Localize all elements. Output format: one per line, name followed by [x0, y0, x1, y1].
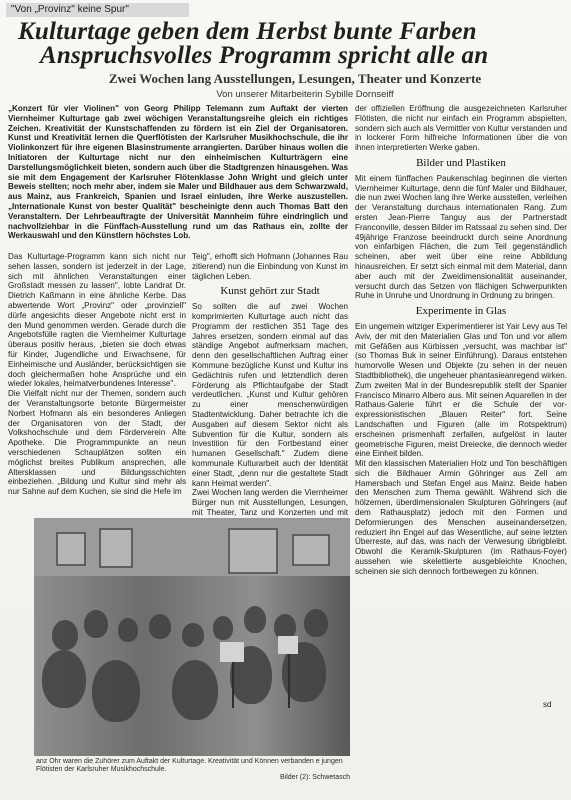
audience-member [149, 614, 171, 639]
musician [304, 609, 328, 637]
audience-member [172, 660, 218, 720]
section-heading-kunst-gehoert-zur-stadt: Kunst gehört zur Stadt [220, 285, 320, 298]
concert-photo [34, 518, 350, 756]
column-middle-paragraph-3: Zwei Wochen lang werden die Viernheimer Bürger nun mit Ausstellungen, Lesungen, mit Theater, Tanz und Konzerten und mit [192, 488, 348, 517]
photo-credit: Bilder (2): Schwetasch [279, 774, 350, 781]
section-heading-experimente-in-glas: Experimente in Glas [415, 305, 507, 318]
wall-painting [56, 532, 86, 566]
column-middle-paragraph-2: So sollten die auf zwei Wochen komprimierten Kulturtage auch nicht das Programm der restlichen 351 Tage des Jahres ersetzen, sondern einmal auf das ständige Angebot aufmerksam machen, denn den gesellschaftlichen Auftrag einer Kommune bezügliche Kunst und Kultur ins Gedächtnis rufen und letztendlich deren Förderung als Pflichtaufgabe der Stadt verdeutlichen. „Kunst und Kultur gehören zu einer menschenwürdigen Stadtentwicklung. Daher betrachte ich die Ausgaben auf diesem Sektor nicht als Subvention für die Kultur, sondern als Investition für den Fortbestand einer humanen Gesellschaft." Zudem diene kommunale Kulturarbeit auch der Identität einer Stadt, „denn nur die gestaltete Stadt kann Heimat werden". [192, 302, 348, 488]
column-right-paragraph-2: Mit einem fünffachen Paukenschlag beginnen die vierten Viernheimer Kulturtage, denn die fünf Maler und Bildhauer, die nun zwei Wochen lang ihre Werke ausstellen, verleihen der Veranstaltung durchaus internationalen Rang. Zum ersten Jean-Pierre Tanguy aus der Partnerstadt Franconville, dessen Bilder im Ratssaal zu sehen sind. Der 49jährige Franzose beeindruckt durch seine Anordnung von einfarbigen Flächen, die zum Teil gegenständlich scheinen, aber weit über eine reine Abbildung hinausreichen. Er setzt sich einmal mit dem Material, dann aber auch mit der Zweidimensionalität auseinander, versucht durch das Setzen von flächigen Schwerpunkten Ruhe in Unruhe und Unordnung in Ordnung zu bringen. [355, 173, 567, 301]
wall-painting [99, 528, 133, 568]
photo-caption: anz Ohr waren die Zuhörer zum Auftakt der Kulturtage. Kreativität und Können verbanden e jungen Flötisten der Karlsruher Musikhochschule. [36, 758, 343, 773]
audience-member [84, 610, 108, 638]
audience-member [118, 618, 138, 642]
headline-line-1: Kulturtage geben dem Herbst bunte Farben [18, 18, 477, 45]
column-left-paragraph-1: Das Kulturtage-Programm kann sich nicht nur sehen lassen, sondern ist jederzeit in der Lage, sich mit ähnlichen Veranstaltungen einer Großstadt messen zu lassen", lobte Landrat Dr. Dietrich Kaßmann in eine ähnliche Kerbe. Das abwertende Wort „Provinz" oder „provinziell" dürfe angesichts dieser Angebote nicht erst in den Mund genommen werden. Gerade durch die Angebotsfülle ragten die Viernheimer Kulturtage überaus positiv heraus, „bieten sie doch etwas für Kinder, Jugendliche und Erwachsene, für Einheimische und Ausländer, berücksichtigen sie doch gleichermaßen hohe Ansprüche und ein wieder lokales, heimatverbundenes Interesse". [8, 252, 186, 389]
audience-member [182, 623, 204, 647]
body-column-middle [192, 252, 348, 517]
lead-paragraph [8, 104, 348, 252]
column-left-paragraph-2: Die Vielfalt nicht nur der Themen, sondern auch der Veranstaltungsorte betonte Bürgermeister Norbert Hofmann als ein besonderes Anliegen der Organisatoren von der Stadt, der Volkshochschule und dem Förderverein Alte Apotheke. Die Programmpunkte an neun verschiedenen Schauplätzen sollten ein möglichst breites Publikum ansprechen, alle Altersklassen und Bildungsschichten einbeziehen. „Bildung und Kultur sind mehr als nur Sahne auf dem Kuchen, sie sind die Hefe im [8, 389, 186, 497]
byline: Von unserer Mitarbeiterin Sybille Dornseiff [216, 89, 394, 100]
column-middle-paragraph-1: Teig", erhofft sich Hofmann (Johannes Rau zitierend) nun die Einbindung von Kunst im täglichen Leben. [192, 252, 348, 281]
author-initials: sd [543, 700, 552, 709]
lead-text: „Konzert für vier Violinen" von Georg Philipp Telemann zum Auftakt der vierten Viernheimer Kulturtage gab zwei wöchigen Veranstaltungsreihe gleich ein richtiges Zeichen. Kreativität der Kunstschaffenden zu fördern ist ein Ziel der Organisatoren. Kunst und Kreativität lernen die Querflötisten der Karlsruher Musikhochschule, die ihr Violinkonzert für ihre eigenen Blasinstrumente arrangierten. Darüber hinaus wollen die Initiatoren der Kulturtage nicht nur den einheimischen Kulturträgern eine Darstellungsmöglichkeit bieten, sondern auch über die Stadtgrenzen hinausgehen. Was sie mit dem Engagement der Karlsruher Flötenklasse John Wright und gleich unter Beweis stellten; noch mehr aber, indem sie Maler und Bildhauer aus dem Schwarzwald, aus Mainz, aus Frankreich, Spanien und Israel einluden, ihre Werke auszustellen. „Internationale Kunst von bester Qualität" bescheinigte denn auch Thomas Batt den Veranstaltern. Der Lehrbeauftragte der Universität Mannheim führe eindringlich und nachvollziehbar in die Fünffach-Ausstellung rund um das Rathaus ein, zollte der Werkauswahl und den Künstlern höchstes Lob. [8, 104, 348, 241]
audience-member [52, 620, 78, 650]
music-stand [232, 662, 234, 708]
column-right-paragraph-4: Mit den klassischen Materialien Holz und Ton beschäftigen sich die Bildhauer Armin Göhringer aus Zell am Hamersbach und Stefan Engel aus Mainz. Beide haben den Menschen zum Thema gewählt. Während sich die hölzernen, überdimensionalen Skulpturen Göhringers (auf dem Rathausplatz) jedoch mit den Formen und Deformierungen des Menschen auseinandersetzen, reduziert ihn Engel auf das Wesentliche, auf seine letzten Überreste, auf das, was nach der Verwesung übrigbleibt. Obwohl die Keramik-Skulpturen (im Rathaus-Foyer) aussehen wie skelettierte ausgebleichte Knochen, scheinen sie sich dennoch fortbewegen zu können. [355, 459, 567, 576]
main-headline [18, 20, 563, 68]
kicker-headline: "Von „Provinz" keine Spur" [6, 3, 189, 17]
body-column-right [355, 104, 567, 712]
section-heading-bilder-und-plastiken: Bilder und Plastiken [416, 156, 506, 169]
column-right-paragraph-1: der offiziellen Eröffnung die ausgezeichneten Karlsruher Flötisten, die nicht nur einfach ein Programm abspielten, sondern sich auch als Vermittler von Kultur verstanden und in lockerer Form hilfreiche Informationen über die von ihnen interpretierten Werke gaben. [355, 104, 567, 153]
sheet-music [220, 642, 244, 662]
sheet-music [278, 636, 298, 654]
music-stand [288, 654, 290, 708]
musician [213, 616, 233, 640]
headline-line-2: Anspruchsvolles Programm spricht alle an [40, 42, 489, 69]
wall-painting [292, 534, 330, 566]
wall-painting [228, 528, 278, 574]
column-right-paragraph-3: Ein ungemein witziger Experimentierer ist Yair Levy aus Tel Aviv, der mit den Materialien Glas und Ton und vor allem mit Gefäßen aus Kürbissen „versucht, was machbar ist" (so Thomas Buk in seiner Einführung). Daraus entstehen humorvolle Wesen und Objekte (zu sehen in der neuen Stadtbibliothek), die ungeheuer phantasieanregend wirken. Zum zweiten Mal in der Bundesrepublik stellt der Spanier Francisco Minarro Albero aus. Mit seinen Aquarellen in der Rathaus-Galerie führt er die Schule der vor-expressionistischen „Blauen Reiter" fort. Seine Landschaften und Figuren (alle im Rotspektrum) erscheinen prismenhaft zerfallen, aufgelöst in lauter geometrische Figuren, meist Dreiecke, die dennoch wieder eine Einheit bilden. [355, 321, 567, 459]
subheadline: Zwei Wochen lang Ausstellungen, Lesungen, Theater und Konzerte [108, 71, 482, 86]
body-column-left [8, 252, 186, 520]
musician [244, 606, 266, 633]
audience-member [42, 650, 86, 708]
audience-member [92, 660, 140, 722]
